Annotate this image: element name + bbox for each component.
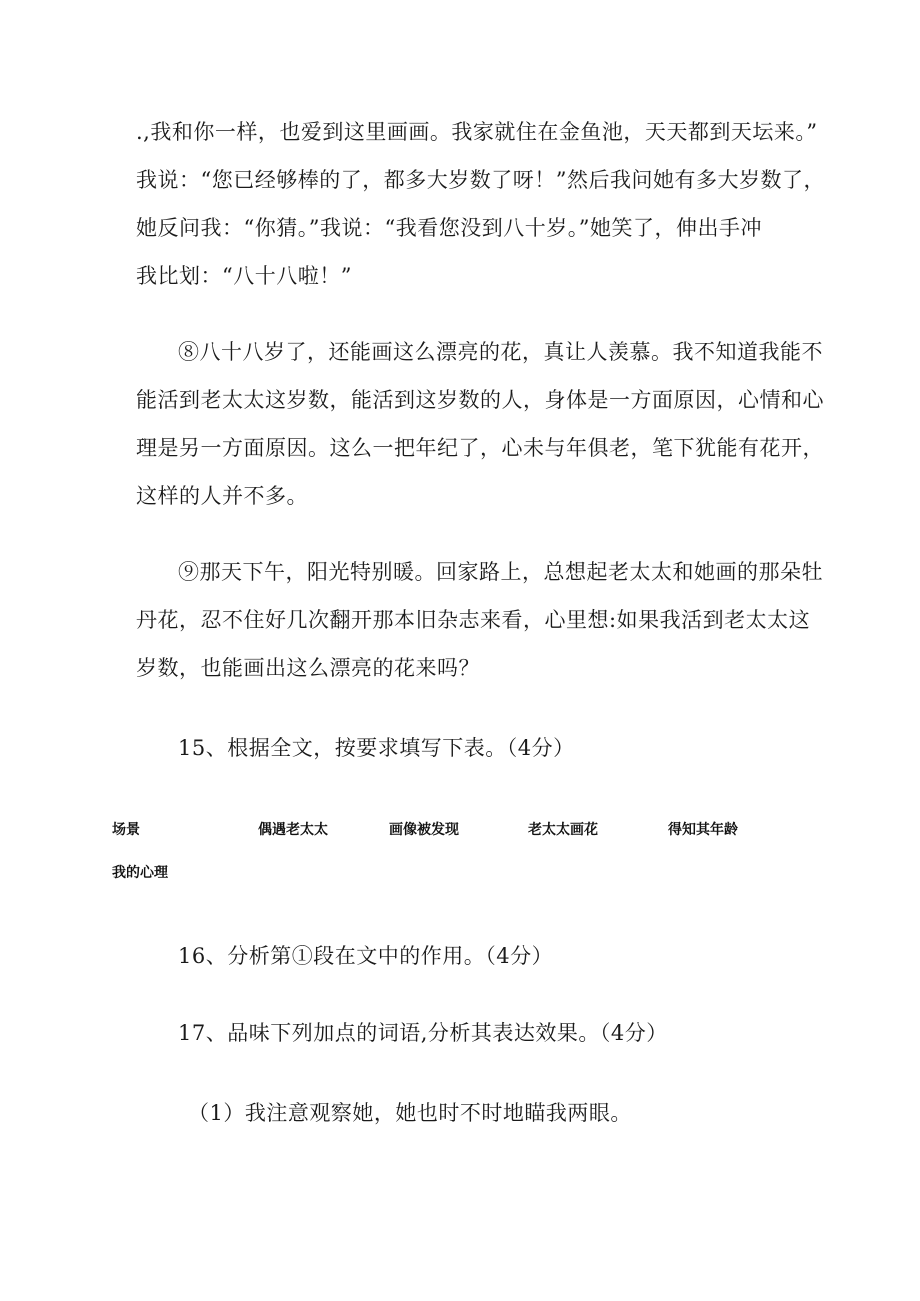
question-16: 16、分析第①段在文中的作用。（4分）	[178, 944, 554, 968]
paragraph-7-line-3: 她反问我：“你猜。”我说：“我看您没到八十岁。”她笑了，伸出手冲	[136, 216, 762, 240]
paragraph-7-line-1: .,我和你一样，也爱到这里画画。我家就住在金鱼池，天天都到天坛来。”	[136, 120, 818, 144]
paragraph-8-line-2: 能活到老太太这岁数，能活到这岁数的人，身体是一方面原因，心情和心	[136, 388, 824, 412]
question-15: 15、根据全文，按要求填写下表。（4分）	[178, 736, 575, 760]
table-row-header-my-feelings: 我的心理	[112, 865, 168, 881]
paragraph-7-line-4: 我比划：“八十八啦！”	[136, 264, 352, 288]
paragraph-8-line-4: 这样的人并不多。	[136, 484, 308, 508]
paragraph-9-line-3: 岁数，也能画出这么漂亮的花来吗？	[136, 656, 480, 680]
table-col-meet-old-lady: 偶遇老太太	[258, 822, 328, 838]
paragraph-8-line-3: 理是另一方面原因。这么一把年纪了，心未与年俱老，笔下犹能有花开，	[136, 436, 824, 460]
table-col-old-lady-paints: 老太太画花	[528, 822, 598, 838]
paragraph-9-line-1: ⑨那天下午，阳光特别暖。回家路上，总想起老太太和她画的那朵牡	[178, 560, 823, 584]
question-17: 17、品味下列加点的词语,分析其表达效果。（4分）	[178, 1021, 668, 1045]
table-row-header-scene: 场景	[112, 822, 140, 838]
paragraph-8-line-1: ⑧八十八岁了，还能画这么漂亮的花，真让人羡慕。我不知道我能不	[178, 340, 823, 364]
paragraph-7-line-2: 我说：“您已经够棒的了，都多大岁数了呀！”然后我问她有多大岁数了，	[136, 168, 825, 192]
table-col-portrait-discovered: 画像被发现	[389, 822, 459, 838]
paragraph-9-line-2: 丹花，忍不住好几次翻开那本旧杂志来看，心里想:如果我活到老太太这	[136, 608, 811, 632]
question-17-item-1: （1）我注意观察她，她也时不时地瞄我两眼。	[188, 1101, 632, 1125]
table-col-learn-age: 得知其年龄	[668, 822, 738, 838]
